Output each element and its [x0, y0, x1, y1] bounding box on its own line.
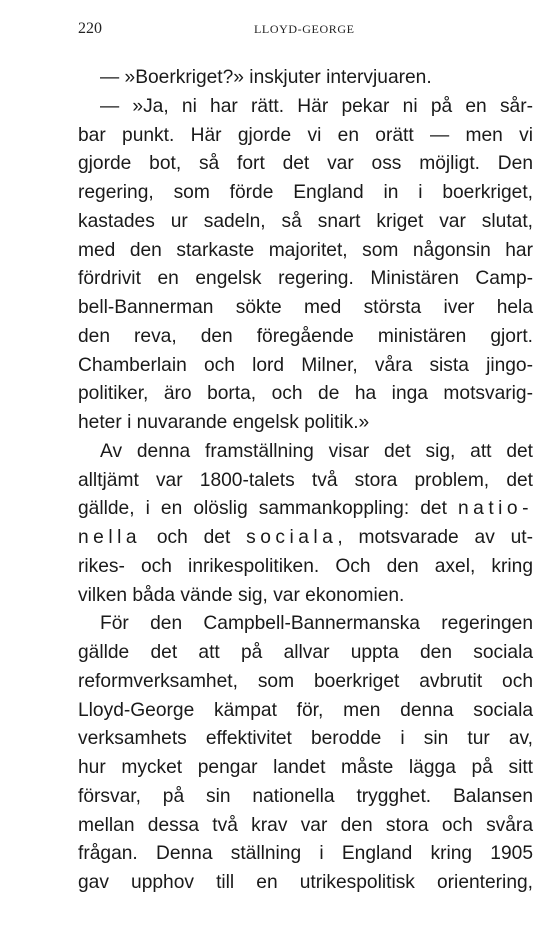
text-line: vilken båda vände sig, var ekonomien.: [78, 584, 405, 606]
spaced-word-nationella: natio-: [458, 498, 533, 520]
page-number: 220: [78, 20, 102, 37]
text-line: med den starkaste majoritet, som någonsin har: [78, 239, 533, 261]
text-line: gav upphov till en utrikespolitisk orientering,: [78, 872, 533, 893]
spaced-word-sociala: sociala: [246, 527, 338, 548]
text-segment: gällde, i en olöslig sammankoppling: det: [78, 498, 458, 520]
text-line: För den Campbell-Bannermanska regeringen: [100, 613, 533, 635]
text-line: regering, som förde England in i boerkriget,: [78, 182, 533, 203]
text-line: alltjämt var 1800-talets två stora problem, det: [78, 469, 533, 491]
text-line: rikes- och inrikespolitiken. Och den axel, kring: [78, 555, 533, 577]
running-head: [78, 18, 533, 42]
text-line: mellan dessa två krav var den stora och svåra: [78, 814, 533, 836]
text-line: frågan. Denna ställning i England kring 1905: [78, 843, 533, 865]
text-line: — »Ja, ni har rätt. Här pekar ni på en sår-: [100, 95, 533, 117]
text-line: den reva, den föregående ministären gjort.: [78, 325, 533, 347]
book-page: [78, 18, 533, 898]
text-line: fördrivit en engelsk regering. Ministären Camp-: [78, 268, 533, 290]
text-segment: och det: [141, 527, 247, 548]
text-line: [78, 495, 533, 524]
text-line: hur mycket pengar landet måste lägga på sitt: [78, 757, 533, 778]
text-line: gjorde bot, så fort det var oss möjligt. Den: [78, 153, 533, 175]
text-line: heter i nuvarande engelsk politik.»: [78, 412, 370, 433]
text-line: politiker, äro borta, och de ha inga motsvarig-: [78, 383, 533, 405]
text-line: reformverksamhet, som boerkriget avbrutit och: [78, 670, 533, 692]
body-text: [78, 64, 533, 898]
text-line: kastades ur sadeln, så snart kriget var slutat,: [78, 210, 533, 232]
text-line: försvar, på sin nationella trygghet. Balansen: [78, 785, 533, 807]
text-line: Chamberlain och lord Milner, våra sista jingo-: [78, 354, 533, 376]
running-title: LLOYD-GEORGE: [254, 22, 355, 36]
text-line: [78, 524, 533, 553]
text-line: Av denna framställning visar det sig, att det: [100, 440, 533, 462]
text-line: bar punkt. Här gjorde vi en orätt — men vi: [78, 124, 533, 146]
text-line: verksamhets effektivitet berodde i sin tur av,: [78, 728, 533, 750]
text-line: gällde det att på allvar uppta den sociala: [78, 642, 533, 663]
text-segment: , motsvarade av ut-: [337, 527, 533, 548]
text-line: bell-Bannerman sökte med största iver hela: [78, 297, 533, 318]
spaced-word-nationella-end: nella: [78, 527, 142, 548]
text-line: Lloyd-George kämpat för, men denna sociala: [78, 699, 533, 721]
text-line: — »Boerkriget?» inskjuter intervjuaren.: [100, 67, 432, 88]
